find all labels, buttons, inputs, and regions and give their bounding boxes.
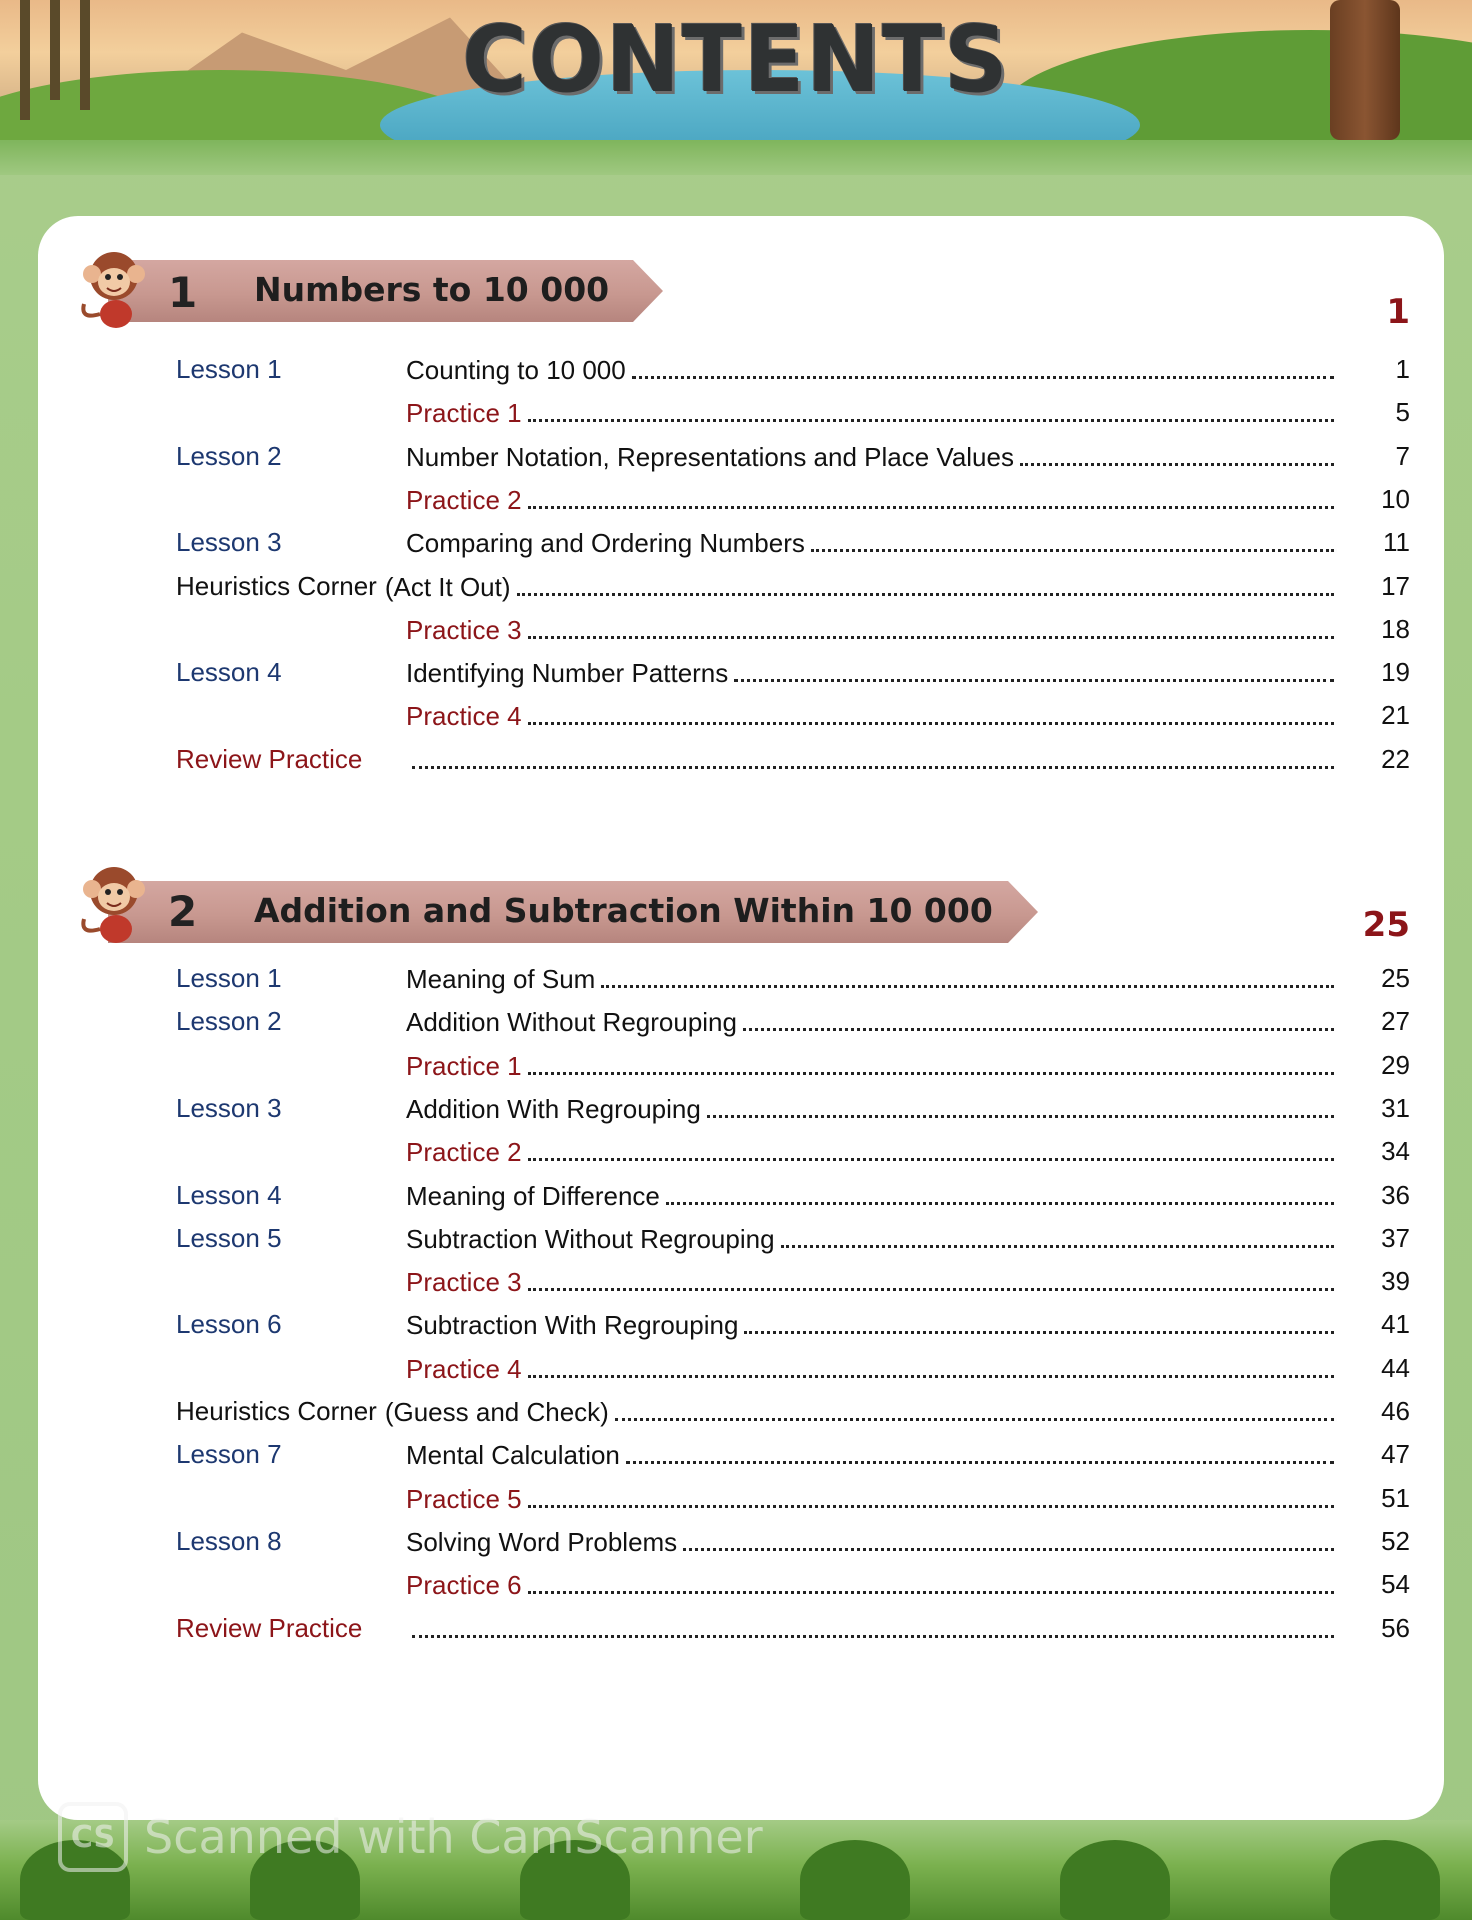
- page-title: CONTENTS: [462, 6, 1010, 113]
- toc-row: [38, 1526, 1444, 1566]
- lesson-label: Lesson 2: [176, 1006, 282, 1036]
- dot-leader: [528, 1050, 1334, 1075]
- page-number: 37: [1381, 1223, 1410, 1253]
- entry-title: Addition With Regrouping: [406, 1094, 701, 1124]
- toc-row: [38, 1353, 1444, 1393]
- dot-leader: [528, 614, 1334, 639]
- toc-row: [38, 1093, 1444, 1133]
- practice-title: Practice 3: [406, 1267, 522, 1297]
- entry-title: Solving Word Problems: [406, 1527, 678, 1557]
- toc-entry: [406, 700, 1334, 732]
- toc-row: [38, 700, 1444, 740]
- dot-leader: [781, 1223, 1334, 1248]
- dot-leader: [517, 571, 1334, 596]
- lesson-label: Lesson 1: [176, 354, 282, 384]
- watermark-text: Scanned with CamScanner: [144, 1810, 763, 1864]
- entry-title: Comparing and Ordering Numbers: [406, 528, 805, 558]
- toc-row: [38, 1180, 1444, 1220]
- chapter-page: 25: [1362, 905, 1410, 945]
- toc-row: [38, 354, 1444, 394]
- dot-leader: [744, 1309, 1334, 1334]
- grass-band: [0, 140, 1472, 175]
- chapter-title: Numbers to 10 000: [254, 270, 610, 309]
- page-number: 25: [1381, 963, 1410, 993]
- dot-leader: [683, 1526, 1334, 1551]
- entry-title: Subtraction Without Regrouping: [406, 1224, 775, 1254]
- practice-title: Practice 4: [406, 1354, 522, 1384]
- toc-entry: [406, 657, 1334, 689]
- chapter-page: 1: [1386, 292, 1410, 332]
- monkey-icon: [74, 244, 154, 334]
- toc-row: [38, 1439, 1444, 1479]
- entry-title: Subtraction With Regrouping: [406, 1310, 739, 1340]
- page-number: 10: [1381, 484, 1410, 514]
- toc-entry: [406, 1353, 1334, 1385]
- toc-row: [38, 397, 1444, 437]
- page-number: 22: [1381, 744, 1410, 774]
- entry-title: Addition Without Regrouping: [406, 1007, 737, 1037]
- dot-leader: [632, 354, 1334, 379]
- heuristics-label: Heuristics Corner: [176, 1396, 377, 1426]
- practice-title: Practice 1: [406, 1051, 522, 1081]
- camscanner-logo: CS: [58, 1802, 128, 1872]
- bush-shape: [1330, 1840, 1440, 1920]
- page-number: 46: [1381, 1396, 1410, 1426]
- practice-title: Practice 1: [406, 398, 522, 428]
- dot-leader: [528, 1569, 1334, 1594]
- toc-entry: [406, 1180, 1334, 1212]
- toc-entry: [406, 1569, 1334, 1601]
- toc-entry: [406, 1526, 1334, 1558]
- page-number: 47: [1381, 1439, 1410, 1469]
- toc-row: [38, 1136, 1444, 1176]
- dot-leader: [528, 1136, 1334, 1161]
- entry-title: Mental Calculation: [406, 1440, 620, 1470]
- page-number: 5: [1395, 397, 1410, 427]
- review-label: Review Practice: [176, 744, 363, 774]
- page-number: 29: [1381, 1050, 1410, 1080]
- entry-title: Meaning of Difference: [406, 1181, 660, 1211]
- toc-row: [38, 963, 1444, 1003]
- toc-entry: [406, 354, 1334, 386]
- page-number: 56: [1381, 1613, 1410, 1643]
- lesson-label: Lesson 3: [176, 527, 282, 557]
- toc-row: [38, 1309, 1444, 1349]
- bush-shape: [1060, 1840, 1170, 1920]
- dot-leader: [707, 1093, 1334, 1118]
- lesson-label: Lesson 2: [176, 441, 282, 471]
- dot-leader: [734, 657, 1334, 682]
- dot-leader: [412, 744, 1334, 769]
- dot-leader: [528, 397, 1334, 422]
- practice-title: Practice 2: [406, 485, 522, 515]
- toc-row: [38, 1223, 1444, 1263]
- entry-title: Meaning of Sum: [406, 964, 596, 994]
- page-number: 36: [1381, 1180, 1410, 1210]
- toc-row: [38, 1396, 1444, 1436]
- practice-title: Practice 2: [406, 1137, 522, 1167]
- bush-shape: [800, 1840, 910, 1920]
- dot-leader: [626, 1439, 1334, 1464]
- toc-row: [38, 1006, 1444, 1046]
- lesson-label: Lesson 5: [176, 1223, 282, 1253]
- practice-title: Practice 5: [406, 1484, 522, 1514]
- dot-leader: [1020, 441, 1334, 466]
- toc-entry: [406, 397, 1334, 429]
- heuristics-label: Heuristics Corner: [176, 571, 377, 601]
- toc-entry: [406, 1093, 1334, 1125]
- page-number: 17: [1381, 571, 1410, 601]
- page-number: 52: [1381, 1526, 1410, 1556]
- practice-title: Practice 3: [406, 615, 522, 645]
- toc-row: [38, 1266, 1444, 1306]
- dot-leader: [528, 1353, 1334, 1378]
- dot-leader: [528, 484, 1334, 509]
- toc-row: [38, 1569, 1444, 1609]
- toc-row: [38, 657, 1444, 697]
- toc-row: [38, 614, 1444, 654]
- entry-title: Number Notation, Representations and Place Values: [406, 442, 1014, 472]
- toc-entry: [385, 1396, 1334, 1428]
- chapter-number: 2: [168, 887, 198, 936]
- chapter-number: 1: [168, 268, 198, 317]
- entry-title: Counting to 10 000: [406, 355, 626, 385]
- dot-leader: [666, 1180, 1334, 1205]
- lesson-label: Lesson 1: [176, 963, 282, 993]
- toc-row: [38, 484, 1444, 524]
- toc-entry: [406, 1223, 1334, 1255]
- review-label: Review Practice: [176, 1613, 363, 1643]
- toc-row: [38, 527, 1444, 567]
- practice-title: Practice 4: [406, 701, 522, 731]
- lesson-label: Lesson 6: [176, 1309, 282, 1339]
- practice-title: Practice 6: [406, 1570, 522, 1600]
- page-number: 21: [1381, 700, 1410, 730]
- page-number: 19: [1381, 657, 1410, 687]
- toc-entry: [385, 571, 1334, 603]
- page-number: 51: [1381, 1483, 1410, 1513]
- toc-entry: [406, 1309, 1334, 1341]
- toc-entry: [406, 1266, 1334, 1298]
- entry-title: (Act It Out): [384, 572, 511, 602]
- page-number: 7: [1395, 441, 1410, 471]
- dot-leader: [528, 1483, 1334, 1508]
- toc-entry: [406, 1613, 1334, 1638]
- dot-leader: [743, 1006, 1334, 1031]
- dot-leader: [615, 1396, 1334, 1421]
- toc-entry: [406, 527, 1334, 559]
- page-number: 41: [1381, 1309, 1410, 1339]
- lesson-label: Lesson 7: [176, 1439, 282, 1469]
- toc-row: [38, 571, 1444, 611]
- page-number: 11: [1383, 527, 1410, 557]
- page-number: 34: [1381, 1136, 1410, 1166]
- chapter-title: Addition and Subtraction Within 10 000: [254, 891, 993, 930]
- page-number: 1: [1395, 354, 1410, 384]
- toc-entry: [406, 441, 1334, 473]
- lesson-label: Lesson 4: [176, 1180, 282, 1210]
- page-number: 18: [1381, 614, 1410, 644]
- toc-entry: [406, 614, 1334, 646]
- toc-entry: [406, 963, 1334, 995]
- toc-row: [38, 1483, 1444, 1523]
- page-number: 44: [1381, 1353, 1410, 1383]
- scanner-watermark: [58, 1802, 763, 1872]
- contents-card: [38, 216, 1444, 1820]
- toc-entry: [406, 484, 1334, 516]
- toc-entry: [406, 744, 1334, 769]
- page-number: 27: [1381, 1006, 1410, 1036]
- toc-entry: [406, 1006, 1334, 1038]
- entry-title: Identifying Number Patterns: [406, 658, 729, 688]
- toc-row: [38, 441, 1444, 481]
- page-number: 39: [1381, 1266, 1410, 1296]
- toc-entry: [406, 1439, 1334, 1471]
- dot-leader: [528, 1266, 1334, 1291]
- monkey-icon: [74, 859, 154, 949]
- dot-leader: [528, 700, 1334, 725]
- toc-entry: [406, 1050, 1334, 1082]
- lesson-label: Lesson 8: [176, 1526, 282, 1556]
- dot-leader: [811, 527, 1334, 552]
- dot-leader: [412, 1613, 1334, 1638]
- entry-title: (Guess and Check): [384, 1397, 609, 1427]
- toc-row: [38, 744, 1444, 784]
- toc-entry: [406, 1136, 1334, 1168]
- toc-row: [38, 1050, 1444, 1090]
- page-number: 31: [1381, 1093, 1410, 1123]
- lesson-label: Lesson 3: [176, 1093, 282, 1123]
- dot-leader: [601, 963, 1334, 988]
- page-number: 54: [1381, 1569, 1410, 1599]
- lesson-label: Lesson 4: [176, 657, 282, 687]
- toc-row: [38, 1613, 1444, 1653]
- toc-entry: [406, 1483, 1334, 1515]
